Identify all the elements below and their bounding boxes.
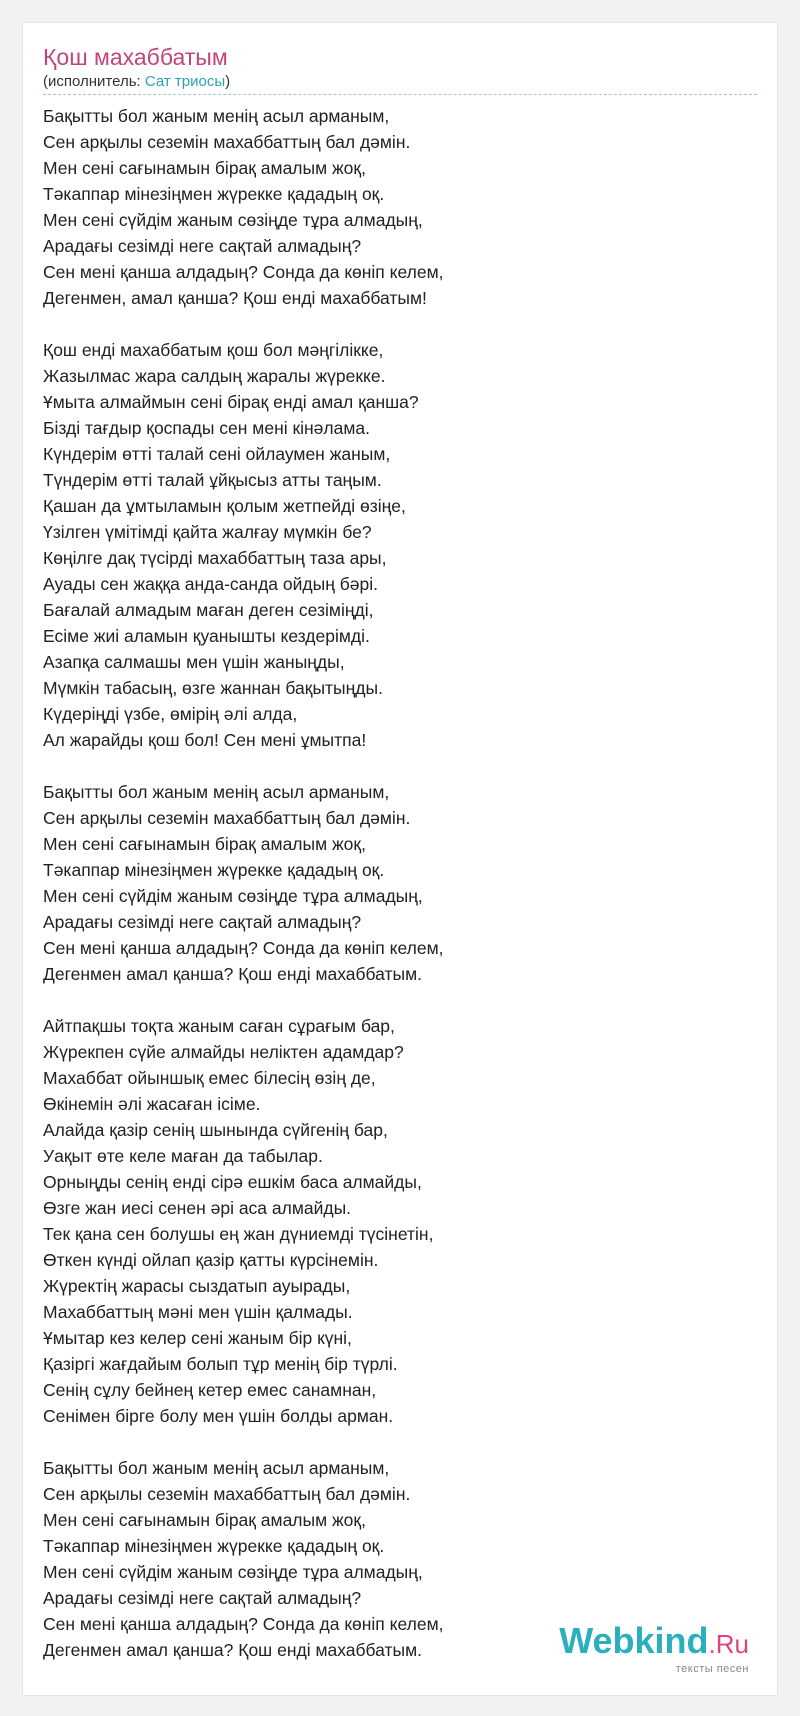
lyric-line: Күндерім өтті талай сені ойлаумен жаным, — [43, 444, 391, 464]
logo-wordmark — [559, 1620, 749, 1662]
lyric-line: Арадағы сезімді неге сақтай алмадың? — [43, 236, 362, 256]
lyric-line: Жазылмас жара салдың жаралы жүрекке. — [43, 366, 386, 386]
logo-tagline: тексты песен — [675, 1663, 749, 1675]
lyric-line: Азапқа салмашы мен үшін жаныңды, — [43, 652, 345, 672]
stanza — [43, 103, 757, 311]
lyric-line: Қазіргі жағдайым болып тұр менің бір түрлі. — [43, 1354, 398, 1374]
lyric-line: Тек қана сен болушы ең жан дүниемді түсінетін, — [43, 1224, 434, 1244]
lyric-line: Махаббаттың мәні мен үшін қалмады. — [43, 1302, 353, 1322]
lyric-line: Бақытты бол жаным менің асыл арманым, — [43, 106, 390, 126]
lyric-line: Сен арқылы сеземін махаббаттың бал дәмін. — [43, 132, 411, 152]
lyric-line: Жүрекпен сүйе алмайды неліктен адамдар? — [43, 1042, 404, 1062]
lyric-line: Өзге жан иесі сенен әрі аса алмайды. — [43, 1198, 352, 1218]
lyric-line: Өкінемін әлі жасаған ісіме. — [43, 1094, 261, 1114]
lyric-line: Орныңды сенің енді сірә ешкім баса алмайды, — [43, 1172, 422, 1192]
lyric-line: Түндерім өтті талай ұйқысыз атты таңым. — [43, 470, 382, 490]
song-title: Қош махаббатым — [43, 44, 228, 70]
webkind-logo[interactable] — [559, 1620, 749, 1675]
lyric-line: Айтпақшы тоқта жаным саған сұрағым бар, — [43, 1016, 395, 1036]
logo-name: Webkind — [559, 1620, 709, 1661]
lyric-line: Ұмыта алмаймын сені бірақ енді амал қанша? — [43, 392, 419, 412]
lyrics-body — [43, 103, 757, 1689]
stanza — [43, 1013, 757, 1429]
lyric-line: Қашан да ұмтыламын қолым жетпейді өзіңе, — [43, 496, 406, 516]
lyric-line: Бақытты бол жаным менің асыл арманым, — [43, 1458, 390, 1478]
lyric-line: Тәкаппар мінезіңмен жүрекке қададың оқ. — [43, 860, 385, 880]
lyric-line: Дегенмен амал қанша? Қош енді махаббатым. — [43, 964, 422, 984]
lyric-line: Махаббат ойыншық емес білесің өзің де, — [43, 1068, 376, 1088]
lyric-line: Сенімен бірге болу мен үшін болды арман. — [43, 1406, 394, 1426]
lyric-line: Арадағы сезімді неге сақтай алмадың? — [43, 912, 362, 932]
performer-link[interactable]: Сат триосы — [144, 73, 226, 90]
lyric-line: Дегенмен амал қанша? Қош енді махаббатым. — [43, 1640, 422, 1660]
lyric-line: Күдеріңді үзбе, өмірің әлі алда, — [43, 704, 298, 724]
lyric-line: Тәкаппар мінезіңмен жүрекке қададың оқ. — [43, 184, 385, 204]
lyric-line: Сен арқылы сеземін махаббаттың бал дәмін. — [43, 1484, 411, 1504]
lyric-line: Есіме жиі аламын қуанышты кездерімді. — [43, 626, 370, 646]
lyric-line: Тәкаппар мінезіңмен жүрекке қададың оқ. — [43, 1536, 385, 1556]
lyric-line: Қош енді махаббатым қош бол мәңгілікке, — [43, 340, 384, 360]
lyric-line: Ал жарайды қош бол! Сен мені ұмытпа! — [43, 730, 367, 750]
lyric-line: Мен сені сүйдім жаным сөзіңде тұра алмадың, — [43, 210, 423, 230]
lyric-line: Сен арқылы сеземін махаббаттың бал дәмін. — [43, 808, 411, 828]
lyric-line: Жүректің жарасы сыздатып ауырады, — [43, 1276, 351, 1296]
lyric-line: Мен сені сүйдім жаным сөзіңде тұра алмадың, — [43, 1562, 423, 1582]
lyric-line: Алайда қазір сенің шынында сүйгенің бар, — [43, 1120, 388, 1140]
lyric-line: Сен мені қанша алдадың? Сонда да көніп келем, — [43, 262, 444, 282]
performer-suffix: ) — [225, 73, 231, 90]
lyric-line: Көңілге дақ түсірді махаббаттың таза ары, — [43, 548, 387, 568]
lyric-line: Мен сені сағынамын бірақ амалым жоқ, — [43, 158, 366, 178]
lyric-line: Мен сені сағынамын бірақ амалым жоқ, — [43, 1510, 366, 1530]
lyric-line: Бізді тағдыр қоспады сен мені кінәлама. — [43, 418, 370, 438]
lyric-line: Бақытты бол жаным менің асыл арманым, — [43, 782, 390, 802]
lyric-line: Сен мені қанша алдадың? Сонда да көніп келем, — [43, 938, 444, 958]
logo-tld: .Ru — [708, 1629, 749, 1659]
stanza — [43, 337, 757, 753]
lyric-line: Уақыт өте келе маған да табылар. — [43, 1146, 323, 1166]
lyric-line: Сенің сұлу бейнең кетер емес санамнан, — [43, 1380, 377, 1400]
performer-line — [43, 73, 230, 91]
lyric-line: Бағалай алмадым маған деген сезіміңді, — [43, 600, 374, 620]
lyric-line: Үзілген үмітімді қайта жалғау мүмкін бе? — [43, 522, 372, 542]
lyric-line: Өткен күнді ойлап қазір қатты күрсінемін. — [43, 1250, 379, 1270]
lyric-line: Ауады сен жаққа анда-санда ойдың бәрі. — [43, 574, 378, 594]
performer-prefix: (исполнитель: — [43, 73, 145, 90]
lyric-line: Мен сені сүйдім жаным сөзіңде тұра алмадың, — [43, 886, 423, 906]
lyric-line: Мен сені сағынамын бірақ амалым жоқ, — [43, 834, 366, 854]
lyric-line: Сен мені қанша алдадың? Сонда да көніп келем, — [43, 1614, 444, 1634]
lyric-line: Мүмкін табасың, өзге жаннан бақытыңды. — [43, 678, 383, 698]
stanza — [43, 779, 757, 987]
title-divider — [43, 94, 757, 95]
lyric-line: Арадағы сезімді неге сақтай алмадың? — [43, 1588, 362, 1608]
lyric-line: Ұмытар кез келер сені жаным бір күні, — [43, 1328, 352, 1348]
lyric-line: Дегенмен, амал қанша? Қош енді махаббатым! — [43, 288, 427, 308]
lyrics-card — [22, 22, 778, 1696]
